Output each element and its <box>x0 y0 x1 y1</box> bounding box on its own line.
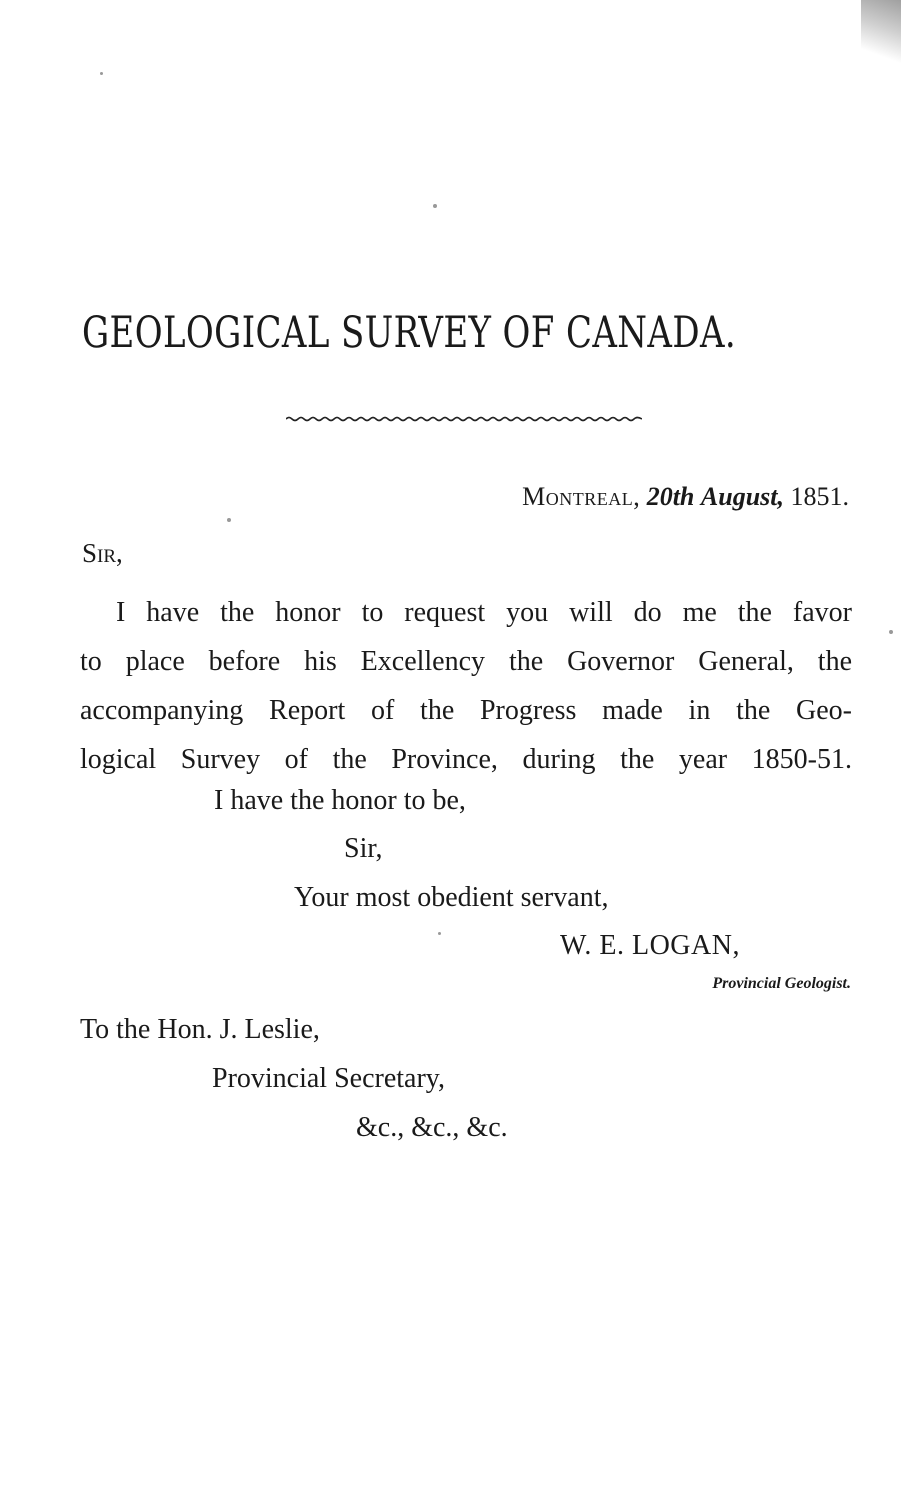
scan-speck <box>438 932 441 935</box>
dateline-year: 1851. <box>790 482 849 511</box>
closing-line-3: Your most obedient servant, <box>294 882 609 913</box>
page-corner-shadow <box>861 0 901 70</box>
address-line-2: Provincial Secretary, <box>212 1063 445 1094</box>
salutation: Sir, <box>82 538 123 568</box>
dateline <box>522 482 849 512</box>
scan-speck <box>433 204 437 208</box>
dateline-place: Montreal, <box>522 482 641 511</box>
closing-line-2: Sir, <box>344 833 383 864</box>
signature-name: W. E. LOGAN, <box>560 930 740 961</box>
decorative-divider <box>286 414 642 424</box>
body-line: to place before his Excellency the Governor General, the <box>80 646 852 677</box>
document-title: GEOLOGICAL SURVEY OF CANADA. <box>82 308 737 358</box>
body-line: I have the honor to request you will do me the favor <box>116 597 852 628</box>
dateline-day: 20th <box>646 482 695 511</box>
signature-title: Provincial Geologist. <box>712 975 851 992</box>
address-line-1: To the Hon. J. Leslie, <box>80 1014 320 1045</box>
body-line: accompanying Report of the Progress made in the Geo- <box>80 695 852 726</box>
scan-speck <box>889 630 893 634</box>
address-line-3: &c., &c., &c. <box>356 1112 508 1143</box>
letter-body <box>80 588 852 784</box>
dateline-month: August, <box>700 482 784 511</box>
body-line: logical Survey of the Province, during the year 1850-51. <box>80 744 852 775</box>
scan-speck <box>227 518 231 522</box>
scan-speck <box>100 72 103 75</box>
closing-line-1: I have the honor to be, <box>214 785 466 816</box>
